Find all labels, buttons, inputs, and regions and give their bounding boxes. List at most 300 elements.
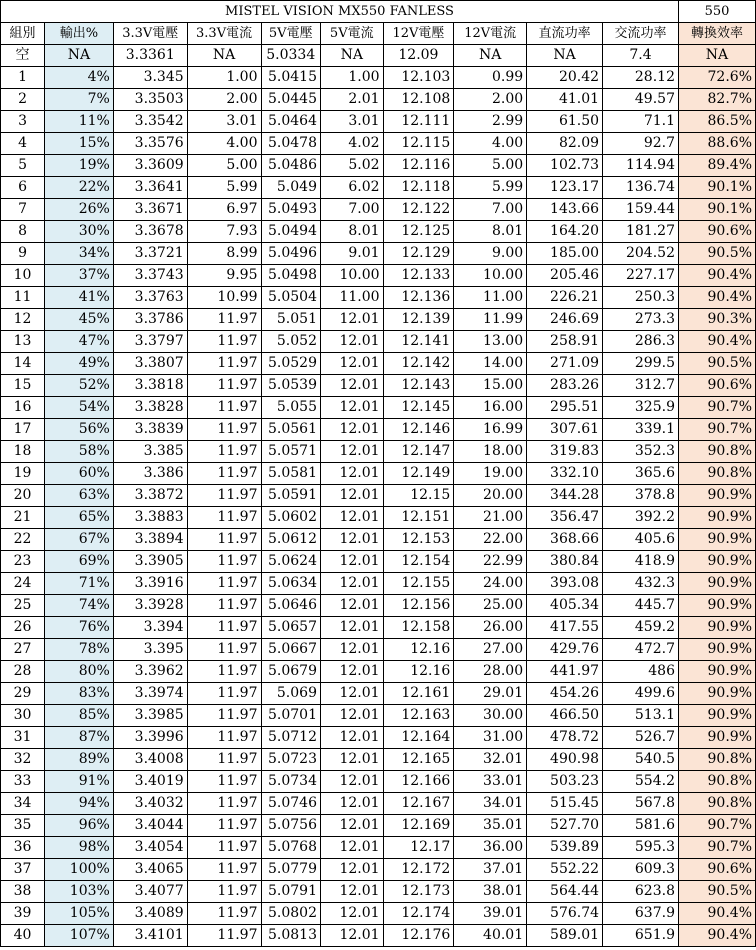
cell-v12-current: 9.00: [454, 243, 527, 265]
cell-v5-current: 12.01: [320, 815, 383, 837]
cell-v5-current: 12.01: [320, 397, 383, 419]
cell-group: 15: [1, 375, 45, 397]
cell-dc-power: 41.01: [527, 89, 603, 111]
cell-v5-current: 12.01: [320, 617, 383, 639]
cell-dc-power: 20.42: [527, 67, 603, 89]
cell-v12-current: 2.00: [454, 89, 527, 111]
cell-v12-voltage: 12.122: [383, 199, 454, 221]
cell-dc-power: 205.46: [527, 265, 603, 287]
cell-v5-current: 12.01: [320, 661, 383, 683]
cell-dc-power: 271.09: [527, 353, 603, 375]
cell-dc-power: 164.20: [527, 221, 603, 243]
cell-ac-power: 472.7: [603, 639, 679, 661]
cell-output-percent: 67%: [45, 529, 114, 551]
cell-dc-power: 515.45: [527, 793, 603, 815]
cell-v12-current: 16.00: [454, 397, 527, 419]
cell-output-percent: 49%: [45, 353, 114, 375]
cell-v33-voltage: 3.385: [113, 441, 187, 463]
cell-ac-power: 365.6: [603, 463, 679, 485]
cell-dc-power: 307.61: [527, 419, 603, 441]
cell-efficiency: 90.9%: [678, 661, 755, 683]
cell-v33-voltage: 3.3743: [113, 265, 187, 287]
cell-group: 36: [1, 837, 45, 859]
cell-v12-voltage: 12.129: [383, 243, 454, 265]
cell-efficiency: 90.4%: [678, 265, 755, 287]
cell-v12-voltage: 12.141: [383, 331, 454, 353]
cell-group: 34: [1, 793, 45, 815]
cell-dc-power: 589.01: [527, 925, 603, 947]
cell-v5-voltage: 5.069: [261, 683, 320, 705]
cell-v12-voltage: 12.133: [383, 265, 454, 287]
cell-ac-power: 486: [603, 661, 679, 683]
cell-v12-voltage: 12.142: [383, 353, 454, 375]
cell-output-percent: 60%: [45, 463, 114, 485]
cell-efficiency: 90.5%: [678, 243, 755, 265]
cell-v12-voltage: 12.146: [383, 419, 454, 441]
cell-v5-current: 12.01: [320, 573, 383, 595]
cell-v33-voltage: 3.3361: [113, 45, 187, 67]
cell-v12-current: 36.00: [454, 837, 527, 859]
cell-v33-current: 11.97: [187, 705, 261, 727]
cell-v5-voltage: 5.0504: [261, 287, 320, 309]
cell-v5-current: 4.02: [320, 133, 383, 155]
cell-group: 28: [1, 661, 45, 683]
cell-v33-voltage: 3.3962: [113, 661, 187, 683]
cell-dc-power: 332.10: [527, 463, 603, 485]
cell-ac-power: 250.3: [603, 287, 679, 309]
table-row: [1, 771, 756, 793]
cell-dc-power: 143.66: [527, 199, 603, 221]
cell-v5-voltage: 5.055: [261, 397, 320, 419]
cell-v5-current: 12.01: [320, 441, 383, 463]
cell-v12-voltage: 12.139: [383, 309, 454, 331]
cell-v5-voltage: 5.0591: [261, 485, 320, 507]
cell-dc-power: 185.00: [527, 243, 603, 265]
cell-v33-current: 11.97: [187, 859, 261, 881]
cell-group: 8: [1, 221, 45, 243]
cell-v12-voltage: 12.16: [383, 639, 454, 661]
cell-dc-power: 503.23: [527, 771, 603, 793]
cell-v33-voltage: 3.3609: [113, 155, 187, 177]
cell-v33-current: 11.97: [187, 551, 261, 573]
cell-v12-current: 18.00: [454, 441, 527, 463]
cell-v12-voltage: 12.164: [383, 727, 454, 749]
cell-v33-voltage: 3.4089: [113, 903, 187, 925]
cell-v33-current: 11.97: [187, 485, 261, 507]
table-row: [1, 881, 756, 903]
cell-output-percent: 34%: [45, 243, 114, 265]
cell-v12-voltage: 12.143: [383, 375, 454, 397]
cell-v12-current: 11.99: [454, 309, 527, 331]
cell-v5-current: 12.01: [320, 375, 383, 397]
cell-v5-current: 12.01: [320, 507, 383, 529]
cell-group: 17: [1, 419, 45, 441]
cell-output-percent: 98%: [45, 837, 114, 859]
cell-v33-current: 11.97: [187, 441, 261, 463]
cell-efficiency: 86.5%: [678, 111, 755, 133]
cell-v12-voltage: 12.118: [383, 177, 454, 199]
cell-v5-current: 12.01: [320, 859, 383, 881]
cell-v12-current: 19.00: [454, 463, 527, 485]
cell-efficiency: 90.9%: [678, 507, 755, 529]
cell-v33-voltage: 3.4008: [113, 749, 187, 771]
cell-efficiency: 88.6%: [678, 133, 755, 155]
cell-group: 35: [1, 815, 45, 837]
cell-v5-current: 12.01: [320, 903, 383, 925]
cell-output-percent: 37%: [45, 265, 114, 287]
cell-v12-current: 25.00: [454, 595, 527, 617]
cell-v5-voltage: 5.0701: [261, 705, 320, 727]
cell-v5-current: 12.01: [320, 793, 383, 815]
cell-v5-current: 12.01: [320, 551, 383, 573]
header-row: [1, 23, 756, 45]
cell-v33-voltage: 3.3828: [113, 397, 187, 419]
cell-dc-power: 82.09: [527, 133, 603, 155]
table-row: [1, 683, 756, 705]
cell-efficiency: 90.5%: [678, 881, 755, 903]
column-header-v12-current: 12V電流: [454, 23, 527, 45]
cell-efficiency: 90.4%: [678, 903, 755, 925]
cell-v33-current: 3.01: [187, 111, 261, 133]
cell-v12-voltage: 12.163: [383, 705, 454, 727]
cell-v5-voltage: 5.0561: [261, 419, 320, 441]
cell-dc-power: 478.72: [527, 727, 603, 749]
cell-ac-power: 71.1: [603, 111, 679, 133]
cell-output-percent: 76%: [45, 617, 114, 639]
cell-ac-power: 513.1: [603, 705, 679, 727]
cell-output-percent: 87%: [45, 727, 114, 749]
cell-v33-current: 11.97: [187, 639, 261, 661]
cell-efficiency: 90.1%: [678, 199, 755, 221]
rated-watts: 550: [678, 1, 755, 23]
cell-v5-voltage: 5.0478: [261, 133, 320, 155]
cell-output-percent: 105%: [45, 903, 114, 925]
cell-dc-power: 393.08: [527, 573, 603, 595]
cell-v33-current: 11.97: [187, 793, 261, 815]
table-row: [1, 177, 756, 199]
cell-v33-current: 11.97: [187, 727, 261, 749]
cell-v12-current: 7.00: [454, 199, 527, 221]
cell-dc-power: 61.50: [527, 111, 603, 133]
column-header-efficiency: 轉換效率: [678, 23, 755, 45]
cell-v5-current: 12.01: [320, 353, 383, 375]
cell-group: 22: [1, 529, 45, 551]
table-row: [1, 485, 756, 507]
cell-dc-power: 380.84: [527, 551, 603, 573]
cell-group: 30: [1, 705, 45, 727]
cell-efficiency: 89.4%: [678, 155, 755, 177]
cell-v5-current: 5.02: [320, 155, 383, 177]
cell-ac-power: 114.94: [603, 155, 679, 177]
cell-v5-voltage: 5.0581: [261, 463, 320, 485]
table-row: [1, 89, 756, 111]
table-row: [1, 749, 756, 771]
cell-v12-voltage: 12.161: [383, 683, 454, 705]
cell-dc-power: 226.21: [527, 287, 603, 309]
cell-v33-voltage: 3.4044: [113, 815, 187, 837]
cell-ac-power: 7.4: [603, 45, 679, 67]
cell-v33-current: 11.97: [187, 925, 261, 947]
cell-efficiency: 90.9%: [678, 683, 755, 705]
cell-output-percent: 58%: [45, 441, 114, 463]
cell-output-percent: 54%: [45, 397, 114, 419]
cell-v12-voltage: 12.17: [383, 837, 454, 859]
cell-v33-voltage: 3.3807: [113, 353, 187, 375]
cell-group: 16: [1, 397, 45, 419]
cell-efficiency: 90.9%: [678, 705, 755, 727]
table-row: [1, 793, 756, 815]
cell-v33-voltage: 3.394: [113, 617, 187, 639]
cell-dc-power: 356.47: [527, 507, 603, 529]
cell-output-percent: 47%: [45, 331, 114, 353]
cell-ac-power: 286.3: [603, 331, 679, 353]
cell-output-percent: 30%: [45, 221, 114, 243]
cell-dc-power: 102.73: [527, 155, 603, 177]
cell-v5-current: 1.00: [320, 67, 383, 89]
table-row: [1, 463, 756, 485]
cell-v12-current: 29.01: [454, 683, 527, 705]
cell-v12-current: 16.99: [454, 419, 527, 441]
cell-output-percent: 7%: [45, 89, 114, 111]
cell-v33-voltage: 3.4065: [113, 859, 187, 881]
cell-ac-power: 540.5: [603, 749, 679, 771]
cell-output-percent: 91%: [45, 771, 114, 793]
cell-v33-voltage: 3.4032: [113, 793, 187, 815]
cell-v33-current: 11.97: [187, 529, 261, 551]
table-row: [1, 859, 756, 881]
cell-v33-current: 11.97: [187, 419, 261, 441]
cell-v5-current: 12.01: [320, 837, 383, 859]
cell-v12-voltage: 12.147: [383, 441, 454, 463]
cell-v33-current: 11.97: [187, 837, 261, 859]
cell-dc-power: NA: [527, 45, 603, 67]
cell-v5-voltage: 5.0746: [261, 793, 320, 815]
cell-v12-current: 37.01: [454, 859, 527, 881]
cell-v12-current: 21.00: [454, 507, 527, 529]
cell-v5-current: 7.00: [320, 199, 383, 221]
cell-v33-voltage: 3.4054: [113, 837, 187, 859]
cell-v12-current: 15.00: [454, 375, 527, 397]
cell-v33-current: 11.97: [187, 749, 261, 771]
cell-v33-voltage: 3.395: [113, 639, 187, 661]
table-row: [1, 67, 756, 89]
column-header-output-percent: 輸出%: [45, 23, 114, 45]
cell-v12-voltage: 12.15: [383, 485, 454, 507]
cell-v5-voltage: 5.0571: [261, 441, 320, 463]
cell-group: 12: [1, 309, 45, 331]
cell-v12-voltage: 12.158: [383, 617, 454, 639]
cell-v5-current: 2.01: [320, 89, 383, 111]
cell-v5-voltage: 5.0679: [261, 661, 320, 683]
table-row: [1, 155, 756, 177]
cell-v5-voltage: 5.0723: [261, 749, 320, 771]
table-row: [1, 419, 756, 441]
cell-group: 24: [1, 573, 45, 595]
table-row: [1, 309, 756, 331]
table-row: [1, 595, 756, 617]
cell-v5-current: 12.01: [320, 683, 383, 705]
cell-group: 18: [1, 441, 45, 463]
cell-output-percent: 89%: [45, 749, 114, 771]
cell-output-percent: 22%: [45, 177, 114, 199]
cell-v12-voltage: 12.136: [383, 287, 454, 309]
cell-v33-voltage: 3.386: [113, 463, 187, 485]
cell-v33-current: 11.97: [187, 617, 261, 639]
cell-v33-current: 5.00: [187, 155, 261, 177]
cell-output-percent: 83%: [45, 683, 114, 705]
cell-v12-current: 35.01: [454, 815, 527, 837]
cell-v5-current: 12.01: [320, 639, 383, 661]
cell-v33-voltage: 3.4019: [113, 771, 187, 793]
cell-v5-voltage: 5.0646: [261, 595, 320, 617]
cell-dc-power: 368.66: [527, 529, 603, 551]
cell-v33-voltage: 3.4077: [113, 881, 187, 903]
cell-ac-power: 526.7: [603, 727, 679, 749]
cell-v12-current: 31.00: [454, 727, 527, 749]
table-row: [1, 925, 756, 947]
cell-dc-power: 123.17: [527, 177, 603, 199]
cell-v33-current: 1.00: [187, 67, 261, 89]
cell-v5-voltage: 5.0496: [261, 243, 320, 265]
cell-efficiency: 90.9%: [678, 727, 755, 749]
cell-ac-power: 273.3: [603, 309, 679, 331]
cell-v33-current: 9.95: [187, 265, 261, 287]
cell-v33-current: 11.97: [187, 331, 261, 353]
cell-v5-current: 12.01: [320, 881, 383, 903]
table-row: [1, 727, 756, 749]
cell-group: 31: [1, 727, 45, 749]
table-row: [1, 243, 756, 265]
cell-v33-voltage: 3.345: [113, 67, 187, 89]
cell-v12-current: 38.01: [454, 881, 527, 903]
cell-ac-power: 227.17: [603, 265, 679, 287]
table-row: [1, 45, 756, 67]
cell-ac-power: 637.9: [603, 903, 679, 925]
cell-group: 11: [1, 287, 45, 309]
cell-output-percent: 85%: [45, 705, 114, 727]
cell-v5-voltage: 5.0415: [261, 67, 320, 89]
cell-v12-voltage: 12.156: [383, 595, 454, 617]
cell-v5-voltage: 5.0779: [261, 859, 320, 881]
column-header-v12-voltage: 12V電壓: [383, 23, 454, 45]
cell-output-percent: 71%: [45, 573, 114, 595]
cell-v5-voltage: 5.0464: [261, 111, 320, 133]
cell-v12-voltage: 12.09: [383, 45, 454, 67]
cell-v33-current: 11.97: [187, 375, 261, 397]
table-row: [1, 507, 756, 529]
cell-v5-current: 12.01: [320, 595, 383, 617]
cell-dc-power: 527.70: [527, 815, 603, 837]
cell-v12-current: 28.00: [454, 661, 527, 683]
cell-ac-power: 299.5: [603, 353, 679, 375]
cell-output-percent: 45%: [45, 309, 114, 331]
cell-v33-current: 11.97: [187, 771, 261, 793]
cell-v12-current: 22.00: [454, 529, 527, 551]
cell-dc-power: 441.97: [527, 661, 603, 683]
cell-efficiency: 90.8%: [678, 441, 755, 463]
cell-efficiency: 90.4%: [678, 925, 755, 947]
cell-v5-voltage: 5.0498: [261, 265, 320, 287]
cell-efficiency: 90.6%: [678, 221, 755, 243]
cell-dc-power: 283.26: [527, 375, 603, 397]
cell-ac-power: 352.3: [603, 441, 679, 463]
cell-ac-power: 432.3: [603, 573, 679, 595]
cell-v5-current: 12.01: [320, 705, 383, 727]
cell-output-percent: 69%: [45, 551, 114, 573]
cell-v33-voltage: 3.3721: [113, 243, 187, 265]
table-row: [1, 551, 756, 573]
cell-v12-current: 8.01: [454, 221, 527, 243]
cell-output-percent: 41%: [45, 287, 114, 309]
cell-ac-power: 418.9: [603, 551, 679, 573]
cell-output-percent: 15%: [45, 133, 114, 155]
table-row: [1, 111, 756, 133]
cell-v5-current: 9.01: [320, 243, 383, 265]
cell-output-percent: 107%: [45, 925, 114, 947]
cell-v12-current: 10.00: [454, 265, 527, 287]
cell-v5-voltage: 5.0445: [261, 89, 320, 111]
cell-group: 38: [1, 881, 45, 903]
cell-v33-voltage: 3.3542: [113, 111, 187, 133]
cell-efficiency: 90.9%: [678, 639, 755, 661]
cell-v33-voltage: 3.3916: [113, 573, 187, 595]
table-row: [1, 815, 756, 837]
cell-efficiency: 90.3%: [678, 309, 755, 331]
cell-v5-current: 10.00: [320, 265, 383, 287]
cell-dc-power: 246.69: [527, 309, 603, 331]
cell-v5-voltage: 5.049: [261, 177, 320, 199]
cell-output-percent: 26%: [45, 199, 114, 221]
cell-v12-current: 32.01: [454, 749, 527, 771]
cell-v33-current: 11.97: [187, 353, 261, 375]
cell-group: 5: [1, 155, 45, 177]
cell-dc-power: 405.34: [527, 595, 603, 617]
cell-v12-current: 0.99: [454, 67, 527, 89]
cell-group: 40: [1, 925, 45, 947]
cell-efficiency: 72.6%: [678, 67, 755, 89]
cell-v5-current: 12.01: [320, 925, 383, 947]
cell-v5-voltage: 5.0734: [261, 771, 320, 793]
cell-v5-current: 12.01: [320, 771, 383, 793]
cell-v12-voltage: 12.108: [383, 89, 454, 111]
cell-efficiency: 90.9%: [678, 551, 755, 573]
cell-v33-voltage: 3.3894: [113, 529, 187, 551]
cell-dc-power: 576.74: [527, 903, 603, 925]
cell-v33-voltage: 3.3503: [113, 89, 187, 111]
table-row: [1, 639, 756, 661]
cell-v5-voltage: 5.0657: [261, 617, 320, 639]
cell-group: 37: [1, 859, 45, 881]
cell-ac-power: 204.52: [603, 243, 679, 265]
cell-ac-power: 159.44: [603, 199, 679, 221]
cell-v33-voltage: 3.3678: [113, 221, 187, 243]
cell-efficiency: 90.7%: [678, 397, 755, 419]
cell-v5-current: NA: [320, 45, 383, 67]
cell-v12-voltage: 12.116: [383, 155, 454, 177]
cell-ac-power: 392.2: [603, 507, 679, 529]
cell-ac-power: 136.74: [603, 177, 679, 199]
cell-group: 7: [1, 199, 45, 221]
cell-v33-voltage: 3.3974: [113, 683, 187, 705]
cell-dc-power: 539.89: [527, 837, 603, 859]
cell-v5-voltage: 5.0712: [261, 727, 320, 749]
cell-efficiency: 90.8%: [678, 749, 755, 771]
cell-ac-power: 581.6: [603, 815, 679, 837]
cell-v33-current: 10.99: [187, 287, 261, 309]
cell-v5-voltage: 5.052: [261, 331, 320, 353]
column-header-dc-power: 直流功率: [527, 23, 603, 45]
table-row: [1, 133, 756, 155]
